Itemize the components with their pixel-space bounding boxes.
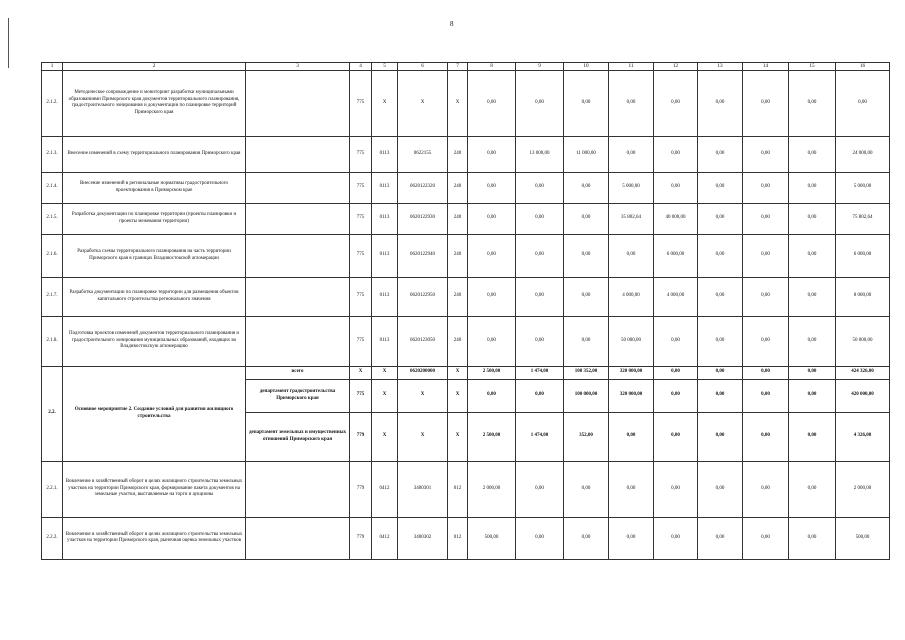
table-row [42,234,890,277]
value-cell: 779 [350,461,372,517]
table-row [42,366,890,379]
page-number: 8 [450,20,454,28]
value-cell: 0,00 [789,136,836,172]
value-cell: 0,00 [564,234,609,277]
value-cell: 0,00 [516,461,564,517]
value-cell: 0622155 [398,136,448,172]
column-number-header: 10 [564,63,609,71]
value-cell: 4 326,00 [836,412,890,461]
value-cell: 775 [350,70,372,136]
responsible-executor: департамент земельных и имущественных отношений Приморского края [246,412,350,461]
column-number-header: 9 [516,63,564,71]
value-cell: 1 474,00 [516,366,564,379]
value-cell: 0,00 [836,70,890,136]
value-cell: Х [372,366,398,379]
value-cell: 1 474,00 [516,412,564,461]
value-cell: 0620122950 [398,277,448,316]
value-cell: 0,00 [698,316,743,366]
responsible-executor: всего [246,366,350,379]
value-cell: 6 000,00 [836,234,890,277]
value-cell: 0412 [372,517,398,559]
value-cell: 0,00 [516,379,564,412]
value-cell: 0,00 [516,277,564,316]
header-row [42,63,890,71]
value-cell: 100 000,00 [564,379,609,412]
table-row [42,517,890,559]
value-cell: 0620122930 [398,203,448,234]
value-cell: 0,00 [516,234,564,277]
row-number: 2.1.3. [42,136,63,172]
responsible-executor [246,172,350,203]
column-number-header: 2 [63,63,246,71]
value-cell: Х [398,379,448,412]
value-cell: 0,00 [564,461,609,517]
value-cell: 5 000,00 [836,172,890,203]
table-row [42,461,890,517]
value-cell: 4 000,00 [609,277,654,316]
activity-name: Подготовка проектов изменений документов территориального планирования и градостроительного зонирования муниципальных образований, входящих во Владивостокскую агломерацию [63,316,246,366]
value-cell: 0,00 [468,379,516,412]
value-cell: 0,00 [789,379,836,412]
value-cell: 012 [448,517,468,559]
value-cell: 0,00 [654,136,698,172]
column-number-header: 5 [372,63,398,71]
value-cell: 11 000,00 [564,136,609,172]
value-cell: 0,00 [468,234,516,277]
value-cell: 0,00 [698,70,743,136]
value-cell: 0,00 [654,70,698,136]
value-cell: 0113 [372,277,398,316]
activity-name: Внесение изменений в региональные нормативы градостроительного проектирования в Приморском крае [63,172,246,203]
value-cell: 240 [448,172,468,203]
value-cell: 012 [448,461,468,517]
column-number-header: 11 [609,63,654,71]
value-cell: 0,00 [516,70,564,136]
value-cell: 35 802,64 [609,203,654,234]
value-cell: Х [448,366,468,379]
value-cell: 2 000,00 [836,461,890,517]
row-number: 2.1.5. [42,203,63,234]
value-cell: 50 000,00 [609,316,654,366]
value-cell: 0,00 [654,412,698,461]
value-cell: 0620122940 [398,234,448,277]
value-cell: 500,00 [836,517,890,559]
value-cell: 240 [448,234,468,277]
row-number: 2.1.4. [42,172,63,203]
column-number-header: 7 [448,63,468,71]
value-cell: 100 352,00 [564,366,609,379]
activity-name: Вовлечение в хозяйственный оборот в целях жилищного строительства земельных участков на территории Приморского края, рыночная оценка земельных участков [63,517,246,559]
value-cell: 0,00 [468,277,516,316]
responsible-executor [246,277,350,316]
value-cell: 0,00 [516,172,564,203]
row-number: 2.2.2. [42,517,63,559]
activity-name: Внесение изменений в схему территориального планирования Приморского края [63,136,246,172]
responsible-executor [246,234,350,277]
row-number: 2.1.7. [42,277,63,316]
value-cell: 0,00 [789,517,836,559]
value-cell: 0,00 [654,517,698,559]
value-cell: Х [398,70,448,136]
value-cell: 0,00 [698,412,743,461]
value-cell: Х [372,412,398,461]
value-cell: 0,00 [654,172,698,203]
column-number-header: 3 [246,63,350,71]
table-row [42,203,890,234]
value-cell: 0,00 [654,366,698,379]
column-number-header: 16 [836,63,890,71]
margin-line [8,18,9,68]
value-cell: 0,00 [468,203,516,234]
value-cell: 0,00 [743,316,789,366]
table-row [42,316,890,366]
program-table [41,62,890,560]
value-cell: 0,00 [743,277,789,316]
value-cell: 420 000,00 [836,379,890,412]
activity-name: Разработка документации по планировке территории (проекты планировки и проекты межевания территории) [63,203,246,234]
table-row [42,172,890,203]
value-cell: 0,00 [654,379,698,412]
column-number-header: 15 [789,63,836,71]
value-cell: Х [372,379,398,412]
table-row [42,70,890,136]
value-cell: 0,00 [468,136,516,172]
value-cell: 240 [448,203,468,234]
row-number: 2.1.2. [42,70,63,136]
value-cell: 0,00 [564,172,609,203]
responsible-executor [246,203,350,234]
value-cell: 4 000,00 [654,277,698,316]
value-cell: 0,00 [698,234,743,277]
row-number: 2.2. [42,366,63,461]
value-cell: 0,00 [743,366,789,379]
row-number: 2.1.8. [42,316,63,366]
value-cell: 3400301 [398,461,448,517]
value-cell: 0,00 [564,70,609,136]
value-cell: Х [372,70,398,136]
value-cell: 0113 [372,234,398,277]
value-cell: 0,00 [609,70,654,136]
responsible-executor [246,316,350,366]
row-number: 2.1.6. [42,234,63,277]
value-cell: 2 500,00 [468,412,516,461]
value-cell: 5 000,00 [609,172,654,203]
value-cell: 0620123050 [398,316,448,366]
column-number-header: 6 [398,63,448,71]
value-cell: 0,00 [698,172,743,203]
value-cell: 0,00 [743,412,789,461]
value-cell: 0,00 [743,172,789,203]
value-cell: 775 [350,379,372,412]
value-cell: 0620200000 [398,366,448,379]
value-cell: 0,00 [789,277,836,316]
responsible-executor [246,517,350,559]
value-cell: 75 802,64 [836,203,890,234]
value-cell: 8 000,00 [836,277,890,316]
value-cell: 0,00 [789,234,836,277]
value-cell: 0113 [372,316,398,366]
value-cell: 2 500,00 [468,366,516,379]
activity-name: Методическое сопровождение и мониторинг разработки муниципальными образованиями Приморского края документов территориального планирования, градостроительного зонирования и документации по планировке территорий Приморского края [63,70,246,136]
value-cell: 0,00 [564,517,609,559]
value-cell: 779 [350,517,372,559]
value-cell: 320 000,00 [609,366,654,379]
table-row [42,136,890,172]
value-cell: 0412 [372,461,398,517]
column-number-header: 12 [654,63,698,71]
column-number-header: 14 [743,63,789,71]
value-cell: 0,00 [743,379,789,412]
value-cell: 0,00 [698,461,743,517]
value-cell: 775 [350,172,372,203]
value-cell: 0,00 [516,517,564,559]
activity-name: Разработка документации по планировке территории для размещения объектов капитального строительства регионального значения [63,277,246,316]
value-cell: 0,00 [698,136,743,172]
value-cell: 3400302 [398,517,448,559]
value-cell: Х [448,379,468,412]
value-cell: 0,00 [789,412,836,461]
value-cell: 0113 [372,136,398,172]
value-cell: 0,00 [468,70,516,136]
value-cell: Х [350,366,372,379]
value-cell: 50 000,00 [836,316,890,366]
value-cell: 352,00 [564,412,609,461]
activity-name: Разработка схемы территориального планирования на часть территории Приморского края в границах Владивостокской агломерации [63,234,246,277]
value-cell: 0,00 [609,412,654,461]
value-cell: 0,00 [789,172,836,203]
responsible-executor [246,136,350,172]
value-cell: 240 [448,316,468,366]
value-cell: 0,00 [698,379,743,412]
value-cell: 0,00 [789,461,836,517]
value-cell: 0620122320 [398,172,448,203]
value-cell: 0,00 [789,70,836,136]
value-cell: Х [448,70,468,136]
value-cell: 0,00 [609,234,654,277]
value-cell: 0,00 [516,203,564,234]
value-cell: 2 000,00 [468,461,516,517]
value-cell: 0,00 [789,316,836,366]
value-cell: 0,00 [743,136,789,172]
value-cell: 775 [350,277,372,316]
value-cell: 0,00 [609,517,654,559]
value-cell: 6 000,00 [654,234,698,277]
value-cell: 775 [350,203,372,234]
column-number-header: 1 [42,63,63,71]
responsible-executor [246,461,350,517]
value-cell: 779 [350,412,372,461]
value-cell: 0,00 [564,277,609,316]
value-cell: 0,00 [516,316,564,366]
value-cell: 0,00 [698,366,743,379]
value-cell: 24 000,00 [836,136,890,172]
column-number-header: 13 [698,63,743,71]
responsible-executor [246,70,350,136]
value-cell: Х [398,412,448,461]
value-cell: 0,00 [743,70,789,136]
value-cell: 0,00 [609,136,654,172]
value-cell: 0,00 [468,316,516,366]
responsible-executor: департамент градостроительства Приморского края [246,379,350,412]
value-cell: 13 000,00 [516,136,564,172]
value-cell: Х [448,412,468,461]
column-number-header: 4 [350,63,372,71]
row-number: 2.2.1. [42,461,63,517]
value-cell: 0,00 [743,203,789,234]
value-cell: 0,00 [698,517,743,559]
value-cell: 0,00 [743,234,789,277]
value-cell: 424 326,00 [836,366,890,379]
value-cell: 0,00 [609,461,654,517]
value-cell: 240 [448,277,468,316]
value-cell: 0,00 [698,203,743,234]
value-cell: 0,00 [654,316,698,366]
value-cell: 0,00 [564,316,609,366]
value-cell: 240 [448,136,468,172]
column-number-header: 8 [468,63,516,71]
value-cell: 0113 [372,203,398,234]
value-cell: 0,00 [564,203,609,234]
value-cell: 40 000,00 [654,203,698,234]
table-row [42,277,890,316]
value-cell: 0,00 [789,203,836,234]
value-cell: 500,00 [468,517,516,559]
value-cell: 0,00 [654,461,698,517]
value-cell: 775 [350,316,372,366]
value-cell: 320 000,00 [609,379,654,412]
value-cell: 0,00 [698,277,743,316]
activity-name: Основное мероприятие 2. Создание условий для развития жилищного строительства [63,366,246,461]
value-cell: 775 [350,234,372,277]
value-cell: 0,00 [468,172,516,203]
value-cell: 0,00 [743,517,789,559]
value-cell: 0,00 [743,461,789,517]
value-cell: 0,00 [789,366,836,379]
value-cell: 0113 [372,172,398,203]
activity-name: Вовлечение в хозяйственный оборот в целях жилищного строительства земельных участков на территории Приморского края, формирование пакета документов на земельные участки, выставляемые на торги и аукционы [63,461,246,517]
value-cell: 775 [350,136,372,172]
